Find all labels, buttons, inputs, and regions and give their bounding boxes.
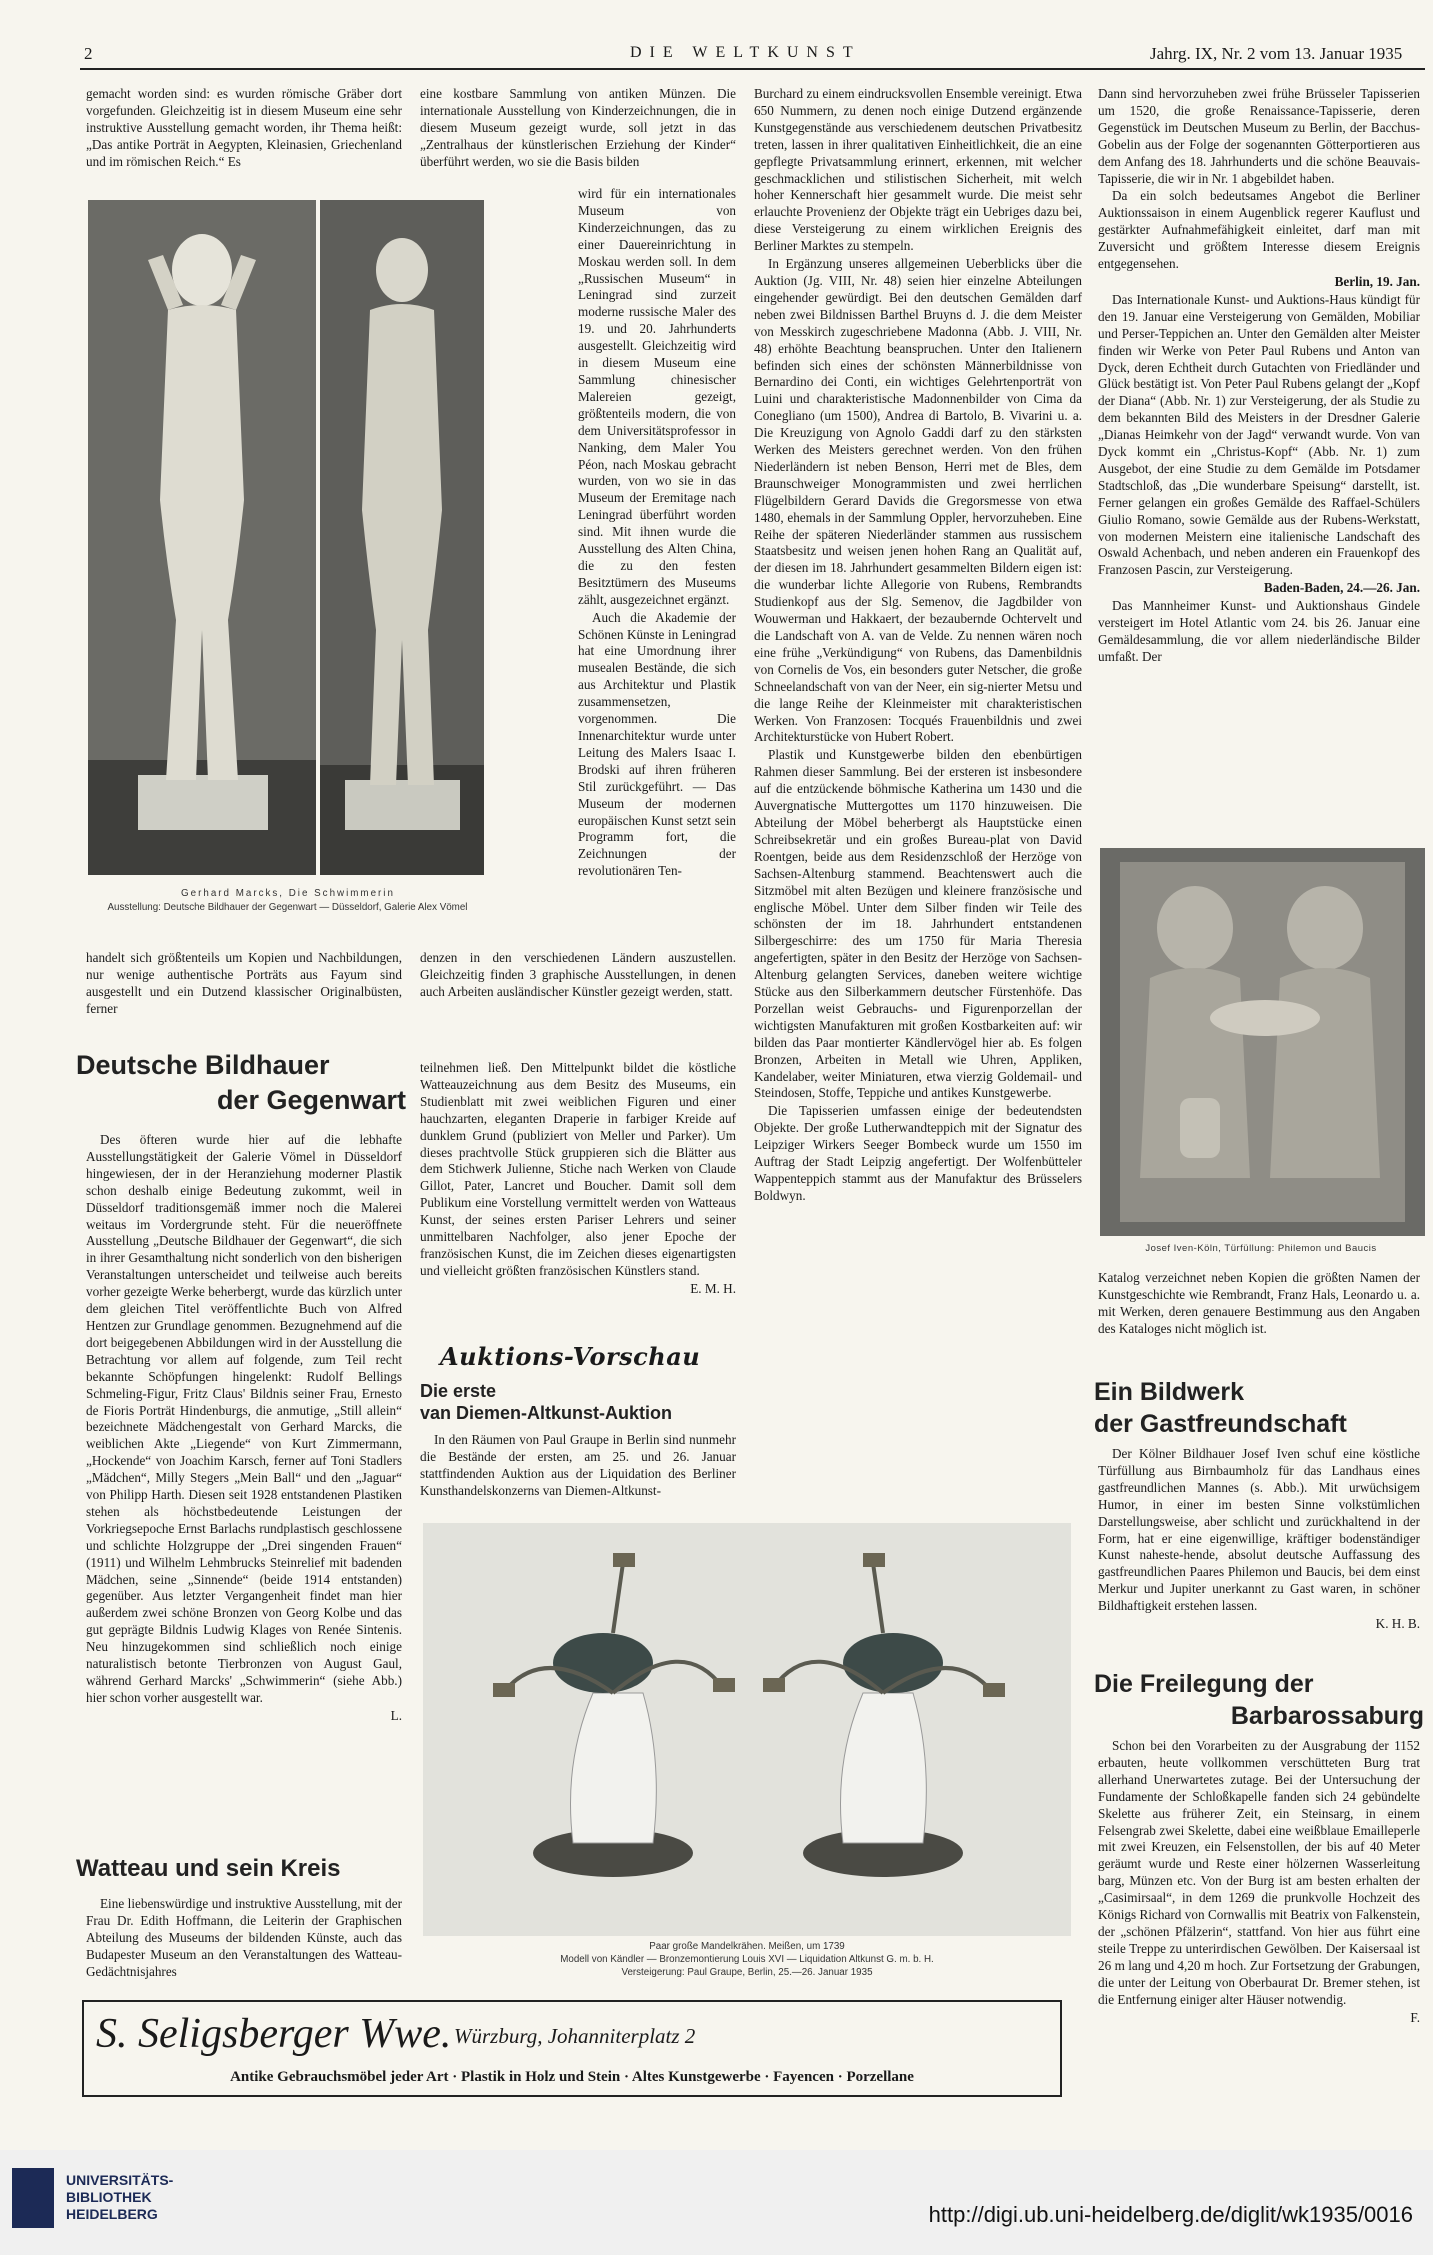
article-deutsche-bildhauer: Des öfteren wurde hier auf die lebhafte Ausstellungstätigkeit der Galerie Vömel in Düsseldorf hingewiesen, der in der Heranziehung moderner Plastik schon deshalb einige Bedeutung zukommt, weil in Düsseldorf traditionsgemäß immer noch die Malerei weitaus im Vordergrunde steht. Für die neueröffnete Ausstellung „Deutsche Bildhauer der Gegenwart“, die sich in ihrer Gesamthaltung nicht sonderlich von den bisherigen Veranstaltungen unterscheidet und teilweise auch bereits vorher gezeigte Werke beherbergt, wurde das kürzlich unter dem gleichen Titel veröffentlichte Buch von Alfred Hentzen zur Grundlage genommen. Bezugnehmend auf die dort beigegebenen Abbildungen wird in der Ausstellung die Betrachtung vor allem auf folgende, zum Teil recht bekannte Schöpfungen hingelenkt: Rudolf Bellings Schmeling-Figur, Fritz Claus' Bildnis seiner Frau, Ernesto de Fioris Porträt Hindenburgs, die anmutige, „Still allein“ bezeichnete Mädchengestalt von Gerhard Marcks, die weiblichen Akte „Liegende“ von Kurt Zimmermann, „Hockende“ von Joachim Karsch, ferner auf Toni Stadlers „Mädchen“, Milly Stegers „Mein Ball“ und den „Jaguar“ von Philipp Harth. Diesen seit 1928 entstandenen Plastiken stehen als höchstbedeutende Leistungen der Vorkriegsepoche Ernst Barlachs rundplastisch geschlossene und schlichte Holzgruppe der „Drei singenden Frauen“ (1911) und Wilhelm Lehmbrucks Steinrelief mit badenden Mädchen, seine „Sinnende“ (beide 1914 entstanden) gegenüber. Aus letzter Vergangenheit findet man hier außerdem zwei schöne Bronzen von Georg Kolbe und das gut geprägte Bildnis Ludwig Klages von Renée Sintenis. Neu hinzugekommen sind schließlich noch einige naturalistisch betonte Tierbronzen von August Gaul, während Gerhard Marcks' „Schwimmerin“ (siehe Abb.) hier schon vorher ausgestellt war. L. <box>86 1132 402 1723</box>
ad-address: Würzburg, Johanniterplatz 2 <box>454 2024 696 2048</box>
birds-caption-title: Paar große Mandelkrähen. Meißen, um 1739 <box>649 1941 845 1952</box>
mandelkraehen-photo <box>423 1523 1071 1936</box>
marcks-caption-info: Ausstellung: Deutsche Bildhauer der Gegenwart — Düsseldorf, Galerie Alex Vömel <box>107 902 468 913</box>
marcks-photo-back <box>320 200 484 875</box>
section-auktions-vorschau: Auktions-Vorschau <box>440 1342 701 1371</box>
article-watteau-start: Eine liebenswürdige und instruktive Ausstellung, mit der Frau Dr. Edith Hoffmann, die Leiterin der Graphischen Abteilung des Museums der bildenden Künste, auch das Budapester Museum an den Veranstaltungen des Watteau-Gedächtnisjahres <box>86 1896 402 1979</box>
university-library-logo-icon <box>12 2168 54 2228</box>
masthead-title: DIE WELTKUNST <box>630 44 861 61</box>
col4-katalog: Katalog verzeichnet neben Kopien die größten Namen der Kunstgeschichte wie Rembrandt, Franz Hals, Leonardo u. a. mit Werken, deren genauere Bestimmung aus den Angaben des Kataloges nicht möglich ist. <box>1098 1270 1420 1336</box>
col2-narrow-text: wird für ein internationales Museum von Kinderzeichnungen, das zu einer Dauereinrichtung in Moskau werden soll. In dem „Russischen Museum“ in Leningrad sind zurzeit moderne russische Maler des 19. und 20. Jahrhunderts ausgestellt. Gleichzeitig wird in diesem Museum eine Sammlung chinesischer Malereien gezeigt, größtenteils modern, die von dem Universitätsprofessor in Nanking, dem Maler You Péon, nach Moskau gebracht wurden, von wo sie in das Museum der Eremitage nach Leningrad überführt worden sind. Mit ihnen wurde die Ausstellung des Alten China, die zu den festen Besitztümern des Museums zählt, ausgezeichnet ergänzt. Auch die Akademie der Schönen Künste in Leningrad hat eine Umordnung ihrer musealen Bestände, die sich aus Architektur und Plastik zusammensetzen, vorgenommen. Die Innenarchitektur wurde unter Leitung des Malers Isaac I. Brodski auf ihren früheren Stil zurückgeführt. — Das Museum der modernen europäischen Kunst setzt sein Programm fort, die Zeichnungen der revolutionären Ten- <box>578 186 736 879</box>
col4-top-text: Dann sind hervorzuheben zwei frühe Brüsseler Tapisserien um 1520, die große Renaissance-Tapisserie, deren Gegenstück im Deutschen Museum zu Berlin, der Bacchus-Gobelin aus der Folge der sogenannten Götterportieren aus dem Anfang des 18. Jahrhunderts und die schöne Beauvais-Tapisserie, die wir in Nr. 1 abgebildet haben. Da ein solch bedeutsames Angebot die Berliner Auktionssaison in einem Augenblick regerer Kauflust und gestärkter Aufnahmefähigkeit einleitet, darf man mit Zuversicht und größtem Interesse diesem Ereignis entgegensehen. Berlin, 19. Jan. Das Internationale Kunst- und Auktions-Haus kündigt für den 19. Januar eine Versteigerung von Gemälden, Mobiliar und Perser-Teppichen an. Unter den Gemälden alter Meister finden wir Werke von Peter Paul Rubens und Anton van Dyck, deren Echtheit durch Gutachten von Friedländer und Glück bestätigt ist. Von Peter Paul Rubens gelangt der „Kopf der Diana“ (Abb. Nr. 1) zur Versteigerung, der als Studie zu dem bekannten Bild des Meisters in der Dresdner Galerie „Dianas Heimkehr von der Jagd“ verwandt wurde. Von van Dyck kommt ein „Christus-Kopf“ (Abb. Nr. 1) zum Ausgebot, der eine Studie zu dem Gemälde im Potsdamer Stadtschloß, das „Die wunderbare Speisung“ darstellt, ist. Ferner gelangen ein großes Gemälde des Raffael-Schülers Giulio Romano, sowie Gemälde aus der Rubens-Werkstatt, von modernen Meistern eine italienische Landschaft des Oswald Achenbach, und neben anderen ein Frauenkopf des Franzosen Pascin, zur Versteigerung. Baden-Baden, 24.—26. Jan. Das Mannheimer Kunst- und Auktionshaus Gindele versteigert im Hotel Atlantic vom 24. bis 26. Januar eine Gemäldesammlung, die vor allem niederländische Bilder umfaßt. Der <box>1098 86 1420 664</box>
digital-library-url[interactable]: http://digi.ub.uni-heidelberg.de/diglit/wk1935/0016 <box>928 2202 1413 2227</box>
header-rule <box>80 68 1425 70</box>
sculpture-front-image <box>88 200 316 875</box>
col2-intro: eine kostbare Sammlung von antiken Münzen. Die internationale Ausstellung von Kinderzeichnungen, die in diesem Museum gezeigt wurde, soll jetzt in das „Zentralhaus der künstlerischen Erziehung der Kinder“ überführt werden, wo sie die Basis bilden <box>420 86 736 169</box>
col1-after-figure: handelt sich größtenteils um Kopien und Nachbildungen, nur wenige authentische Porträts aus Fayum sind ausgestellt und ein Dutzend klassischer Originalbüsten, ferner <box>86 950 402 1016</box>
headline-deutsche-bildhauer: Deutsche Bildhauer der Gegenwart <box>76 1050 406 1115</box>
seligsberger-ad <box>82 2000 1062 2097</box>
library-name: UNIVERSITÄTS- BIBLIOTHEK HEIDELBERG <box>66 2172 174 2222</box>
birds-caption-sale: Versteigerung: Paul Graupe, Berlin, 25.—26. Januar 1935 <box>621 1967 873 1978</box>
article-van-diemen: In den Räumen von Paul Graupe in Berlin sind nunmehr die Bestände der ersten, am 25. und 26. Januar stattfindenden Auktion aus der Liquidation des Berliner Kunsthandelskonzerns van Diemen-Altkunst- <box>420 1432 736 1498</box>
headline-watteau: Watteau und sein Kreis <box>76 1855 341 1882</box>
headline-bildwerk: Ein Bildwerk der Gastfreundschaft <box>1094 1378 1347 1438</box>
article-barbarossaburg: Schon bei den Vorarbeiten zu der Ausgrabung der 1152 erbauten, heute vollkommen verschütteten Burg trat allerhand Unerwartetes zutage. Bei der Untersuchung der Fundamente der Schloßkapelle fanden sich 24 gebündelte Skelette aus früherer Zeit, ein Steinsarg, in einem Felsengrab zwei Skelette, dabei eine weißblaue Emailleperle mit zwei Kreuzen, ein Felsenstollen, der bis auf 40 Meter geräumt wurde und Reste einer hölzernen Wasserleitung barg, Münzen etc. Von der Burg ist am besten erhalten der „Casimirsaal“, in dem 1269 die prunkvolle Hochzeit des Königs Richard von Cornwallis mit Beatrix von Falkenstein, der „schönen Pfälzerin“, stattfand. Von hier aus führt eine steile Treppe zu unterirdischen Gewölben. Der Kaisersaal ist 26 m lang und 4,20 m hoch. Zur Fortsetzung der Grabungen, die unter der Leitung von Oberbaurat Dr. Bremer stehen, ist die Entfernung einiger alter Häuser notwendig. F. <box>1098 1738 1420 2025</box>
birds-caption-model: Modell von Kändler — Bronzemontierung Louis XVI — Liquidation Altkunst G. m. b. H. <box>560 1954 934 1965</box>
ad-company-name: S. Seligsberger Wwe. <box>96 2011 452 2057</box>
headline-van-diemen: Die erste van Diemen-Altkunst-Auktion <box>420 1381 673 1423</box>
page-number: 2 <box>84 44 93 63</box>
headline-barbarossaburg: Die Freilegung der Barbarossaburg <box>1094 1670 1424 1730</box>
library-footer <box>0 2150 1433 2255</box>
issue-info: Jahrg. IX, Nr. 2 vom 13. Januar 1935 <box>1150 44 1403 63</box>
relief-photo <box>1100 848 1425 1236</box>
col1-intro: gemacht worden sind: es wurden römische Gräber dort vorgefunden. Gleichzeitig ist in diesem Museum eine sehr instruktive Ausstellung gemacht worden, ihr Thema heißt: „Das antike Porträt in Aegypten, Kleinasien, Griechenland und im römischen Reich.“ Es <box>86 86 402 169</box>
sculpture-back-image <box>320 200 484 875</box>
article-bildwerk: Der Kölner Bildhauer Josef Iven schuf eine köstliche Türfüllung aus Birnbaumholz für das Landhaus eines gastfreundlichen Mannes (s. Abb.). Mit urwüchsigem Humor, in einer im besten Sinne volkstümlichen Darstellungsweise, aber schlicht und zurückhaltend in der Form, hat er eine eigenwillige, kräftiger bodenständiger Kunst naheste-hende, absolut deutsche Auffassung des gastfreundlichen Paares Philemon und Baucis, bei dem einst Merkur und Jupiter unerkannt zu Gast waren, in schöner Bildhaftigkeit erstehen lassen. K. H. B. <box>1098 1446 1420 1632</box>
col2-after-figure: denzen in den verschiedenen Ländern auszustellen. Gleichzeitig finden 3 graphische Ausstellungen, in denen auch Arbeiten ausländischer Künstler gezeigt werden, statt. <box>420 950 736 999</box>
relief-caption: Josef Iven-Köln, Türfüllung: Philemon und Baucis <box>1145 1243 1377 1254</box>
article-van-diemen-cont: Burchard zu einem eindrucksvollen Ensemble vereinigt. Etwa 650 Nummern, zu denen noch einige Dutzend ergänzende Kunstgegenstände aus verschiedenem deutschen Privatbesitz treten, lassen in ihrer qualitativen Einheitlichkeit, die an eine gepflegte Privatsammlung erinnert, erkennen, mit welcher geschmacklichen und stilistischen Sicherheit, mit welch hoher Kennerschaft hier gesammelt wurde. Die meist sehr erlauchte Provenienz der Objekte trägt ein Uebriges dazu bei, diese Versteigerung zu einem wirklichen Ereignis des Berliner Marktes zu stempeln. In Ergänzung unseres allgemeinen Ueberblicks über die Auktion (Jg. VIII, Nr. 48) seien hier einzelne Abteilungen eingehender gewürdigt. Bei den deutschen Gemälden darf neben zwei Bildnissen Barthel Bruyns d. J. die dem Meister von Messkirch zugeschriebene Madonna (Abb. J. VIII, Nr. 48) erhöhte Beachtung beanspruchen. Unter den Italienern befinden sich eines der schönsten Männerbildnisse von Bernardino dei Conti, ein wichtiges Gelehrtenporträt von Luini und charakteristische Madonnenbilder von Cima da Conegliano (um 1500), Andrea di Bartolo, B. Vivarini u. a. Die Kreuzigung von Agnolo Gaddi darf zu den stärksten Werken des Meisters gerechnet werden. Von den frühen Niederländern ist neben Benson, Herri met de Bles, dem Braunschweiger Monogrammisten und zwei herrlichen Flügelbildern Gerard Davids die Gregorsmesse von etwa 1480, ehemals in der Sammlung Oppler, hervorzuheben. Eine Reihe der späteren Niederländer stammen aus russischem Staatsbesitz und weisen jenen hohen Rang an Qualität auf, der diesen im 18. Jahrhundert gesammelten Bildern eigen ist: die wunderbar lichte Allegorie von Rubens, Rembrandts Studienkopf aus der Slg. Semenov, die Jagdbilder von Wouwerman und Hakkaert, der bezaubernde Ochtervelt und die Landschaft von A. van de Velde. Zu nennen wären noch eine frühe „Verkündigung“ von Rubens, das Damenbildnis von Cornelis de Vos, ein besonders guter Netscher, die große Schneelandschaft von van der Neer, ein sig-nierter Metsu und die lange Reihe der Kleinmeister mit charakteristischen Werken. Von Franzosen: Tocqués Frauenbildnis und zwei Architekturstücke von Hubert Robert. Plastik und Kunstgewerbe bilden den ebenbürtigen Rahmen dieser Sammlung. Bei der ersteren ist insbesondere auf die entzückende böhmische Katherina um 1430 und die Auvergnatische Muttergottes um 1170 hinzuweisen. Die Abteilung der Möbel beherbergt als Hauptstücke einen Schreibsekretär und ein großes Bureau-plat von David Roentgen, beide aus dem Residenzschloß der Herzöge von Sachsen-Altenburg stammend. Beachtenswert auch die Sitzmöbel mit alten Bezügen und kleinere französische und englische Möbel. Unter dem Silber finden wir Teile des schönsten der im 18. Jahrhundert entstandenen Silbergeschirre: des um 1750 für Maria Theresia angefertigten, später in den Besitz der Herzöge von Sachsen-Altenburg gelangten Services, daneben weitere wichtige Stücke aus den Silberkammern deutscher Fürstenhöfe. Das Porzellan weist Gebrauchs- und Figurenporzellan der wichtigsten Manufakturen mit großen Kostbarkeiten auf: wir bilden das Paar montierter Kändlervögel hier ab. Es folgen Bronzen, Arbeiten in Metall wie Uhren, Appliken, Kandelaber, weiter Miniaturen, etwa vierzig Goldemail- und Steindosen, Stoffe, Teppiche und antikes Kunstgewerbe. Die Tapisserien umfassen einige der bedeutendsten Objekte. Der große Lutherwandteppich mit der Signatur des Leipziger Wirkers Seeger Bombeck wurde um 1550 im Auftrag der Stadt Leipzig angefertigt. Der Wolfenbütteler Wappenteppich stammt aus der Manufaktur des Brüsselers Boldwyn. <box>754 86 1082 1203</box>
marcks-caption-title: Gerhard Marcks, Die Schwimmerin <box>181 888 395 899</box>
porcelain-birds-image <box>423 1523 1071 1936</box>
article-watteau-cont: teilnehmen ließ. Den Mittelpunkt bildet die köstliche Watteauzeichnung aus dem Besitz des Museums, ein Studienblatt mit zwei weiblichen Figuren und einer hauchzarten, eleganten Draperie in farbiger Kreide auf dunklem Grund (publiziert von Meller und Parker). Um dieses prachtvolle Stück gruppieren sich die Blätter aus dem Stichwerk Julienne, Stiche nach Werken von Claude Gillot, Pater, Lancret und Boucher. Damit soll dem Publikum eine Vorstellung vermittelt werden von Watteaus Kunst, der seines ersten Pariser Lehrers und seiner unmittelbaren Nachfolger, also jener Epoche der französischen Kunst, die im Zeichen dieses eigenartigsten und vielleicht größten französischen Künstlers stand. E. M. H. <box>420 1060 736 1296</box>
marcks-photo-front <box>88 200 316 875</box>
philemon-baucis-relief-image <box>1100 848 1425 1236</box>
ad-products: Antike Gebrauchsmöbel jeder Art · Plastik in Holz und Stein · Altes Kunstgewerbe · Fayencen · Porzellane <box>230 2069 914 2085</box>
